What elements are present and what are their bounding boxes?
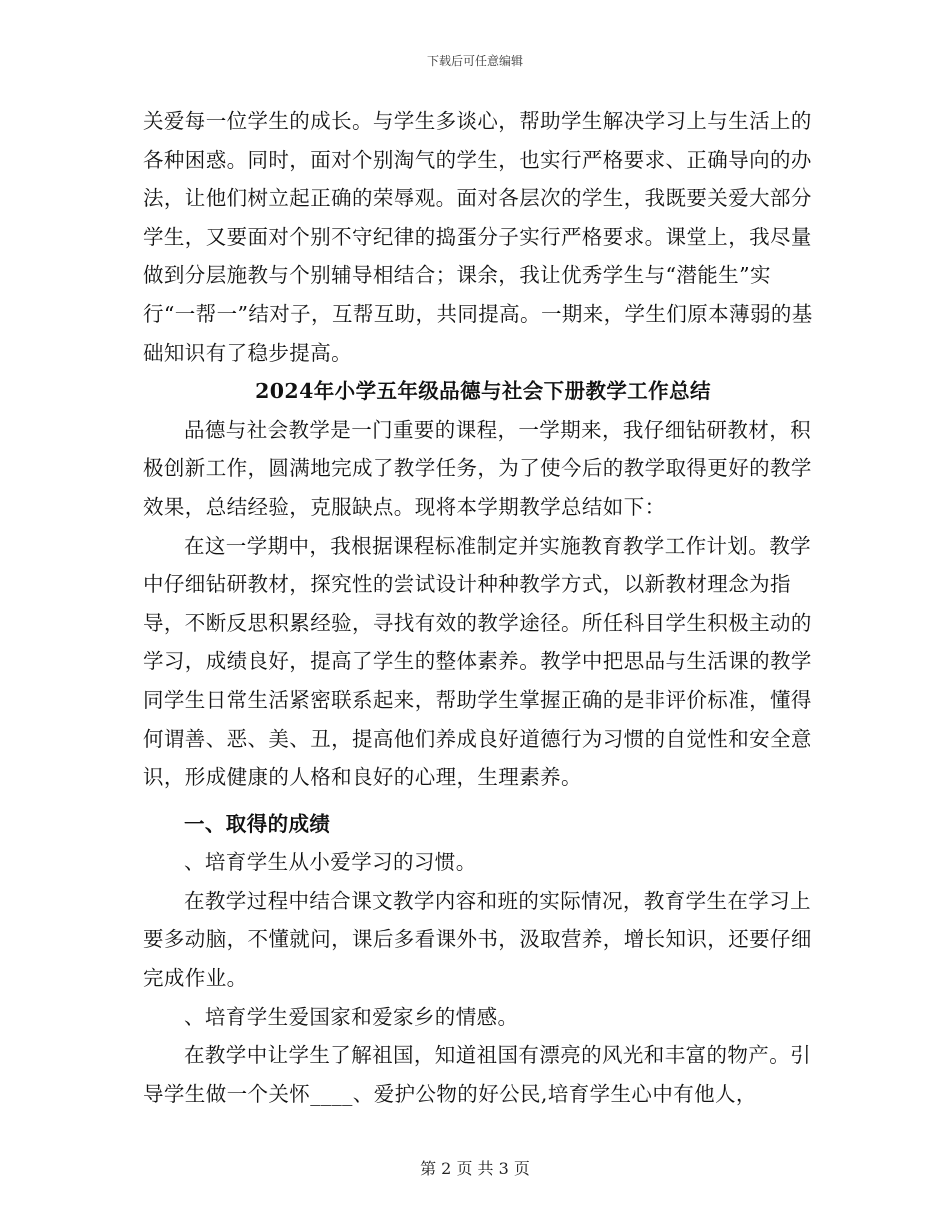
paragraph-semester-summary: 在这一学期中，我根据课程标准制定并实施教育教学工作计划。教学中仔细钻研教材，探究性的尝试设计种种教学方式，以新教材理念为指导，不断反思积累经验，寻找有效的教学途径。所任科目学生积极主动的学习，成绩良好，提高了学生的整体素养。教学中把思品与生活课的教学同学生日常生活紧密联系起来，帮助学生掌握正确的是非评价标准，懂得何谓善、恶、美、丑，提高他们养成良好道德行为习惯的自觉性和安全意识，形成健康的人格和良好的心理，生理素养。	[143, 533, 812, 790]
document-title: 2024年小学五年级品德与社会下册教学工作总结	[255, 379, 711, 404]
section-heading-achievements: 一、取得的成绩	[184, 811, 331, 836]
page-header: 下载后可任意编辑	[426, 54, 523, 68]
list-item-study-habits: 、培育学生从小爱学习的习惯。	[184, 850, 477, 875]
document-body	[143, 102, 823, 1113]
paragraph-intro: 品德与社会教学是一门重要的课程，一学期来，我仔细钻研教材，积极创新工作，圆满地完成了教学任务，为了使今后的教学取得更好的教学效果，总结经验，克服缺点。现将本学期教学总结如下：	[143, 417, 812, 519]
paragraph-continuation: 关爱每一位学生的成长。与学生多谈心，帮助学生解决学习上与生活上的各种困惑。同时，面对个别淘气的学生，也实行严格要求、正确导向的办法，让他们树立起正确的荣辱观。面对各层次的学生，我既要关爱大部分学生，又要面对个别不守纪律的捣蛋分子实行严格要求。课堂上，我尽量做到分层施教与个别辅导相结合；课余，我让优秀学生与“潜能生”实行“一帮一”结对子，互帮互助，共同提高。一期来，学生们原本薄弱的基础知识有了稳步提高。	[143, 109, 813, 365]
page-footer: 第 2 页 共 3 页	[420, 1159, 530, 1178]
paragraph-study-habits: 在教学过程中结合课文教学内容和班的实际情况，教育学生在学习上要多动脑，不懂就问，课后多看课外书，汲取营养，增长知识，还要仔细完成作业。	[143, 888, 812, 991]
paragraph-patriotism: 在教学中让学生了解祖国，知道祖国有漂亮的风光和丰富的物产。引导学生做一个关怀____、爱护公物的好公民,培育学生心中有他人，	[143, 1043, 811, 1106]
list-item-patriotism: 、培育学生爱国家和爱家乡的情感。	[184, 1004, 519, 1029]
